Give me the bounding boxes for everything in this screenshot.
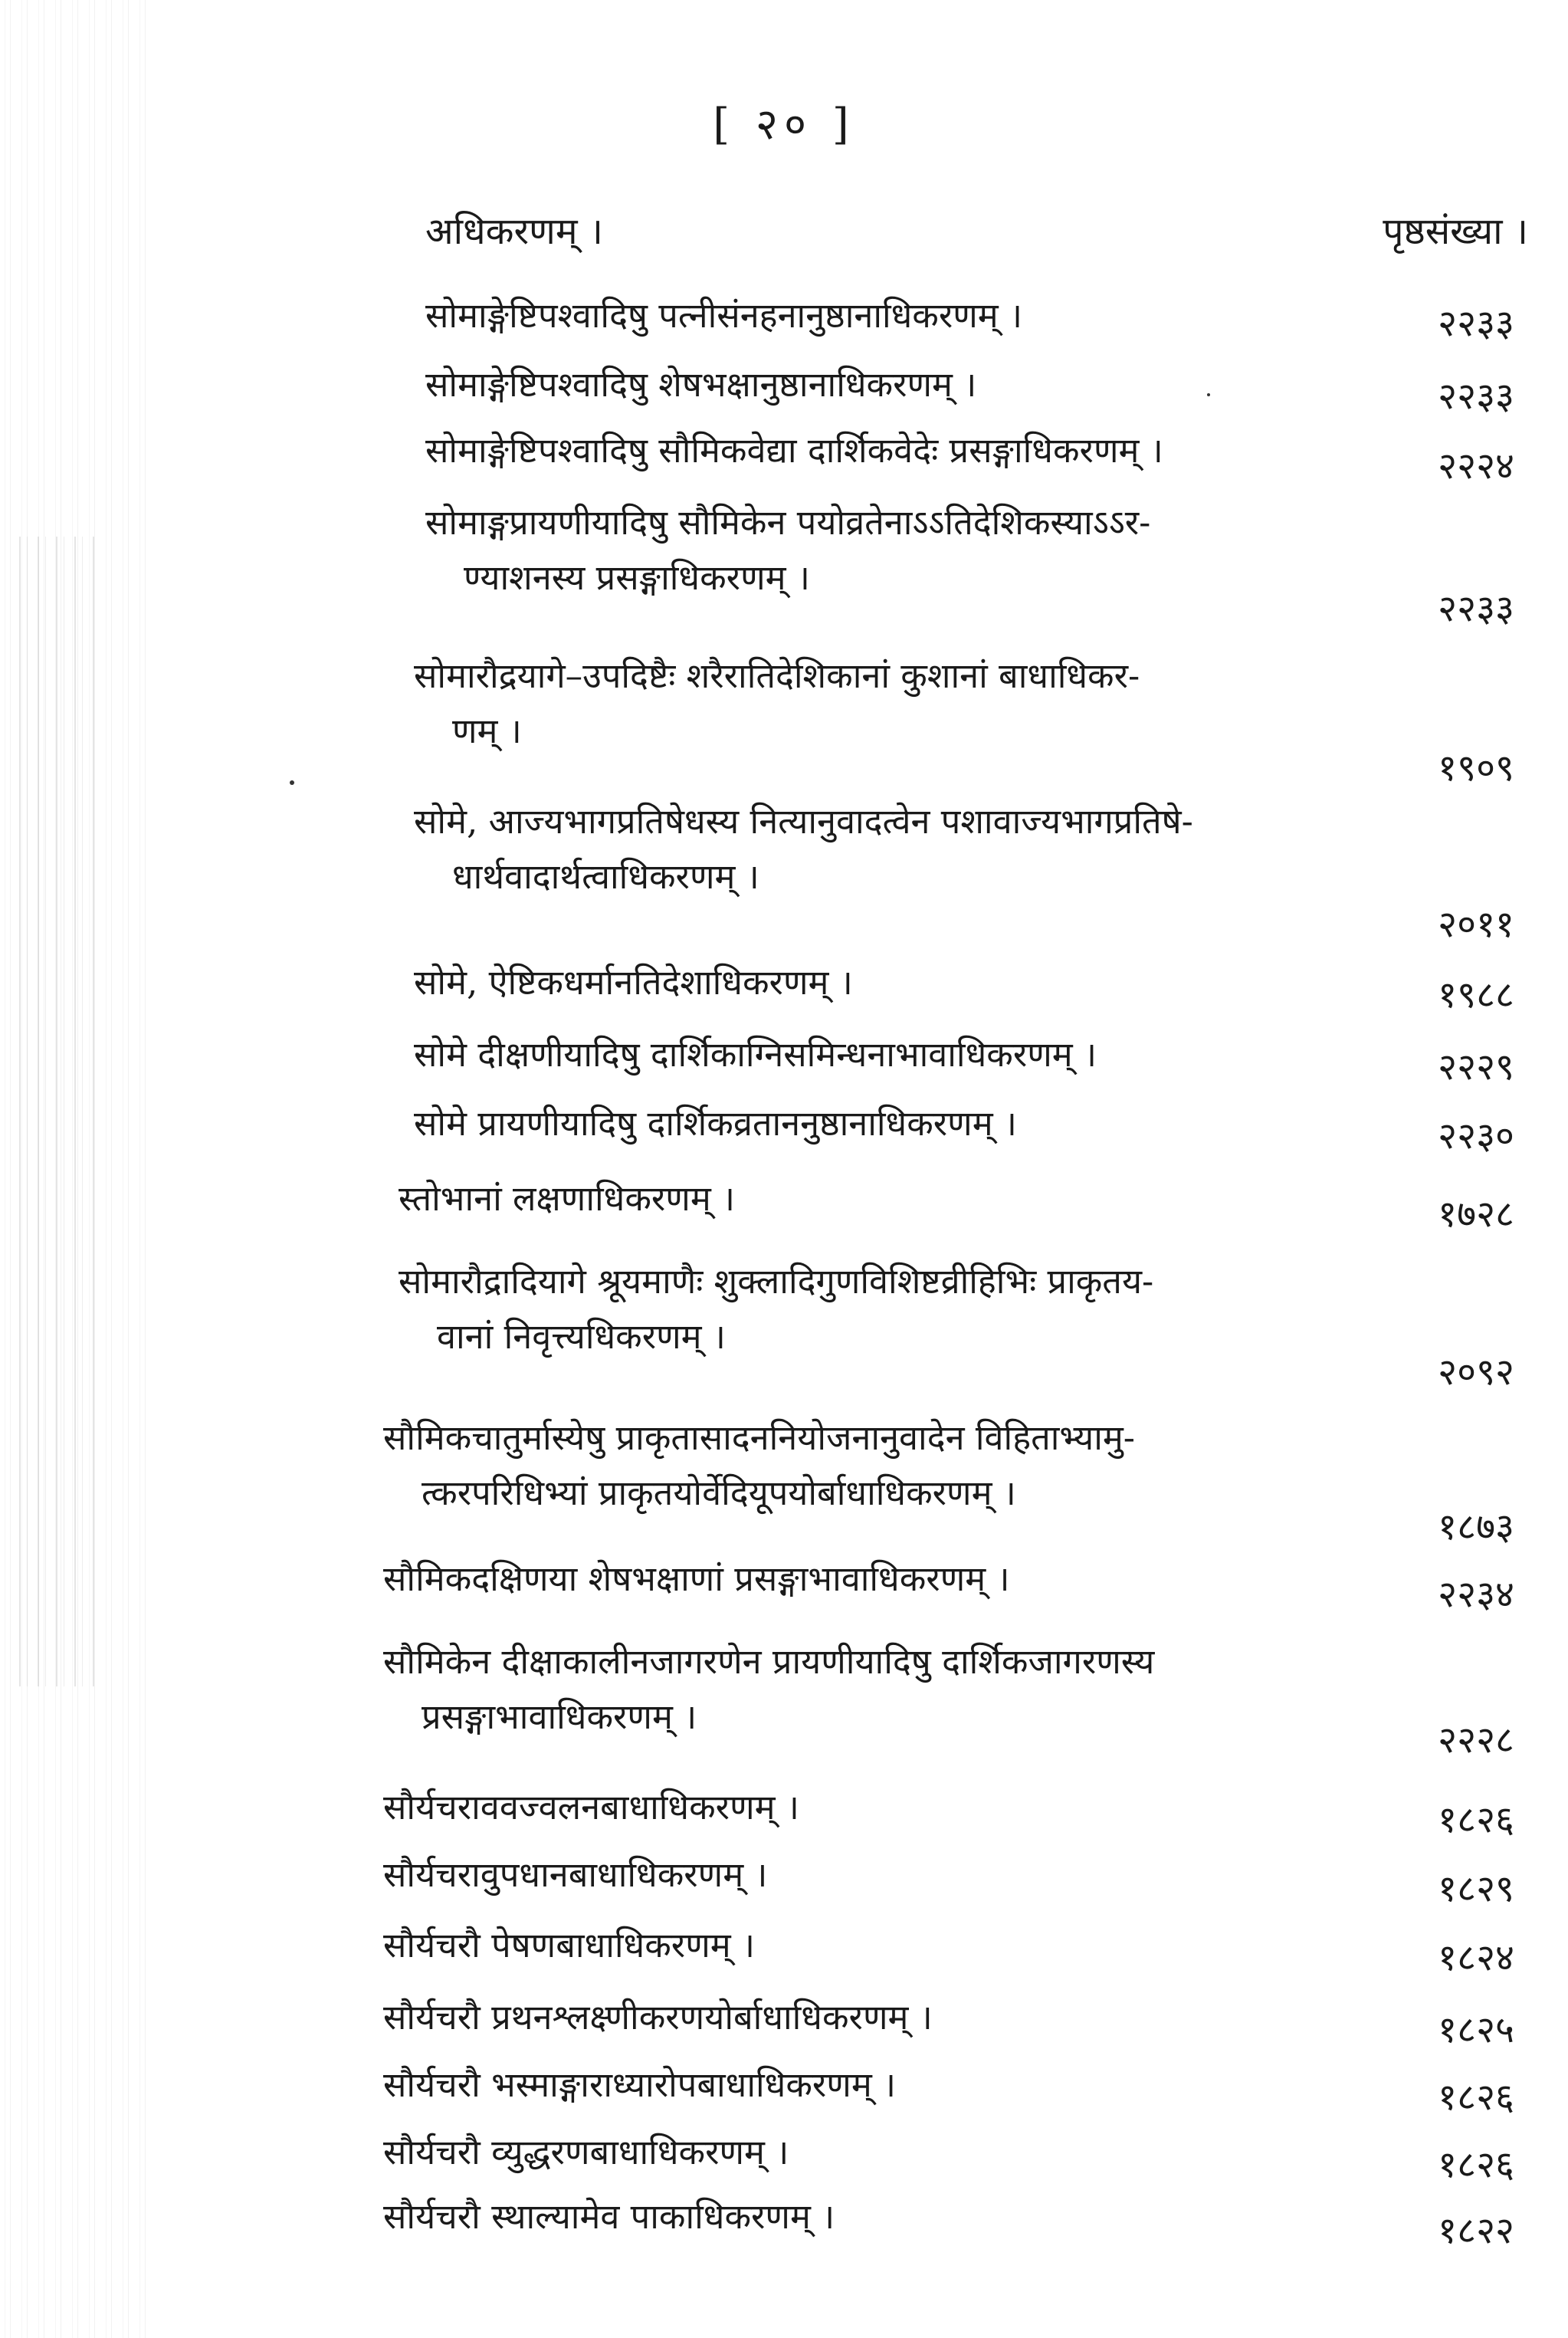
ink-speck [290, 780, 294, 785]
column-header-adhikaranam: अधिकरणम् । [425, 210, 603, 253]
entry-page-number: १८२२ [1438, 2209, 1514, 2252]
entry-text: सोमाङ्गेष्टिपश्वादिषु सौमिकवेद्या दार्शिकवेदेः प्रसङ्गाधिकरणम् । [425, 430, 1163, 471]
entry-text: सौमिकेन दीक्षाकालीनजागरणेन प्रायणीयादिषु दार्शिकजागरणस्य [383, 1641, 1155, 1682]
index-entry [414, 649, 1140, 759]
entry-page-number: २०११ [1438, 903, 1514, 946]
entry-page-number: २२३३ [1438, 375, 1514, 418]
index-entry [383, 1990, 933, 2045]
index-entry [383, 1918, 755, 1973]
entry-page-number: १९०९ [1438, 747, 1514, 790]
index-entry [399, 1254, 1153, 1364]
entry-text: सौर्यचरौ भस्माङ्गाराध्यारोपबाधाधिकरणम् । [383, 2064, 897, 2105]
index-entry [414, 955, 853, 1010]
entry-text: सोमे दीक्षणीयादिषु दार्शिकाग्निसमिन्धनाभावाधिकरणम् । [414, 1034, 1097, 1075]
entry-text: सोमे, आज्यभागप्रतिषेधस्य नित्यानुवादत्वेन पशावाज्यभागप्रतिषे- [414, 801, 1193, 842]
binding-gutter-shadow [15, 537, 100, 1686]
page-number: [ २० ] [713, 100, 855, 149]
index-entry [383, 1780, 799, 1835]
entry-page-number: २०९२ [1438, 1351, 1514, 1394]
entry-page-number: २२२८ [1438, 1719, 1514, 1762]
index-entry [425, 288, 1022, 343]
entry-text-continuation: ण्याशनस्य प्रसङ्गाधिकरणम् । [464, 557, 810, 598]
entry-text: सौर्यचराववज्वलनबाधाधिकरणम् । [383, 1787, 799, 1827]
entry-text: सौर्यचरौ पेषणबाधाधिकरणम् । [383, 1925, 755, 1965]
entry-text: सौमिकदक्षिणया शेषभक्षाणां प्रसङ्गाभावाधिकरणम् । [383, 1558, 1010, 1599]
index-entry [414, 1096, 1017, 1151]
entry-text: सोमारौद्रयागे–उपदिष्टैः शरैरातिदेशिकानां कुशानां बाधाधिकर- [414, 655, 1140, 696]
entry-page-number: १८२९ [1438, 1867, 1514, 1910]
index-entry [425, 357, 976, 412]
entry-text: सौर्यचरौ प्रथनश्लक्ष्णीकरणयोर्बाधाधिकरणम् । [383, 1997, 933, 2038]
entry-text: सौर्यचरावुपधानबाधाधिकरणम् । [383, 1854, 768, 1895]
entry-page-number: २२३० [1438, 1115, 1514, 1158]
entry-page-number: १८२४ [1438, 1936, 1514, 1979]
index-entry [383, 2189, 835, 2244]
index-entry [383, 2057, 896, 2113]
entry-page-number: १८२५ [1438, 2008, 1514, 2051]
entry-text: सोमाङ्गेष्टिपश्वादिषु पत्नीसंनहनानुष्ठानाधिकरणम् । [425, 295, 1023, 336]
entry-text: सोमाङ्गेष्टिपश्वादिषु शेषभक्षानुष्ठानाधिकरणम् । [425, 364, 977, 405]
index-entry [425, 423, 1163, 478]
entry-text: सौर्यचरौ स्थाल्यामेव पाकाधिकरणम् । [383, 2196, 835, 2237]
index-entry [383, 2125, 789, 2180]
entry-text: सोमारौद्रादियागे श्रूयमाणैः शुक्लादिगुणविशिष्टव्रीहिभिः प्राकृतय- [399, 1261, 1154, 1302]
index-entry [383, 1634, 1154, 1745]
entry-text-continuation: प्रसङ्गाभावाधिकरणम् । [422, 1696, 697, 1737]
entry-text: सोमे प्रायणीयादिषु दार्शिकव्रताननुष्ठानाधिकरणम् । [414, 1103, 1017, 1144]
ink-speck [1207, 393, 1210, 396]
index-entry [383, 1410, 1135, 1521]
column-header-page-count: पृष्ठसंख्या । [1383, 210, 1528, 253]
entry-text: सौर्यचरौ व्युद्धरणबाधाधिकरणम् । [383, 2132, 789, 2172]
entry-page-number: २२३४ [1438, 1573, 1514, 1616]
entry-page-number: १८२६ [1438, 2143, 1514, 2186]
index-entry [425, 495, 1150, 606]
entry-text: सौमिकचातुर्मास्येषु प्राकृतासादननियोजनानुवादेन विहिताभ्यामु- [383, 1417, 1135, 1458]
entry-text-continuation: वानां निवृत्त्यधिकरणम् । [437, 1316, 726, 1357]
entry-page-number: २२३३ [1438, 302, 1514, 345]
index-entry [383, 1552, 1010, 1607]
index-entry [383, 1847, 767, 1903]
entry-text: सोमाङ्गप्रायणीयादिषु सौमिकेन पयोव्रतेनाऽऽतिदेशिकस्याऽऽर- [425, 502, 1151, 543]
entry-page-number: १९८८ [1438, 974, 1514, 1016]
entry-text-continuation: त्करपरिधिभ्यां प्राकृतयोर्वेदियूपयोर्बाधाधिकरणम् । [422, 1473, 1016, 1513]
entry-page-number: १८२६ [1438, 1798, 1514, 1841]
entry-page-number: २२३३ [1438, 587, 1514, 630]
entry-text-continuation: धार्थवादार्थत्वाधिकरणम् । [452, 856, 759, 897]
entry-text: स्तोभानां लक्षणाधिकरणम् । [399, 1178, 736, 1219]
entry-page-number: १७२८ [1438, 1193, 1514, 1236]
entry-page-number: २२२४ [1438, 445, 1514, 488]
index-entry [399, 1171, 735, 1226]
entry-page-number: २२२९ [1438, 1046, 1514, 1089]
entry-text-continuation: णम् । [452, 711, 522, 751]
index-entry [414, 1027, 1097, 1082]
entry-page-number: १८७३ [1438, 1506, 1514, 1548]
entry-text: सोमे, ऐष्टिकधर्मानतिदेशाधिकरणम् । [414, 962, 853, 1003]
entry-page-number: १८२६ [1438, 2076, 1514, 2119]
index-entry [414, 794, 1193, 905]
